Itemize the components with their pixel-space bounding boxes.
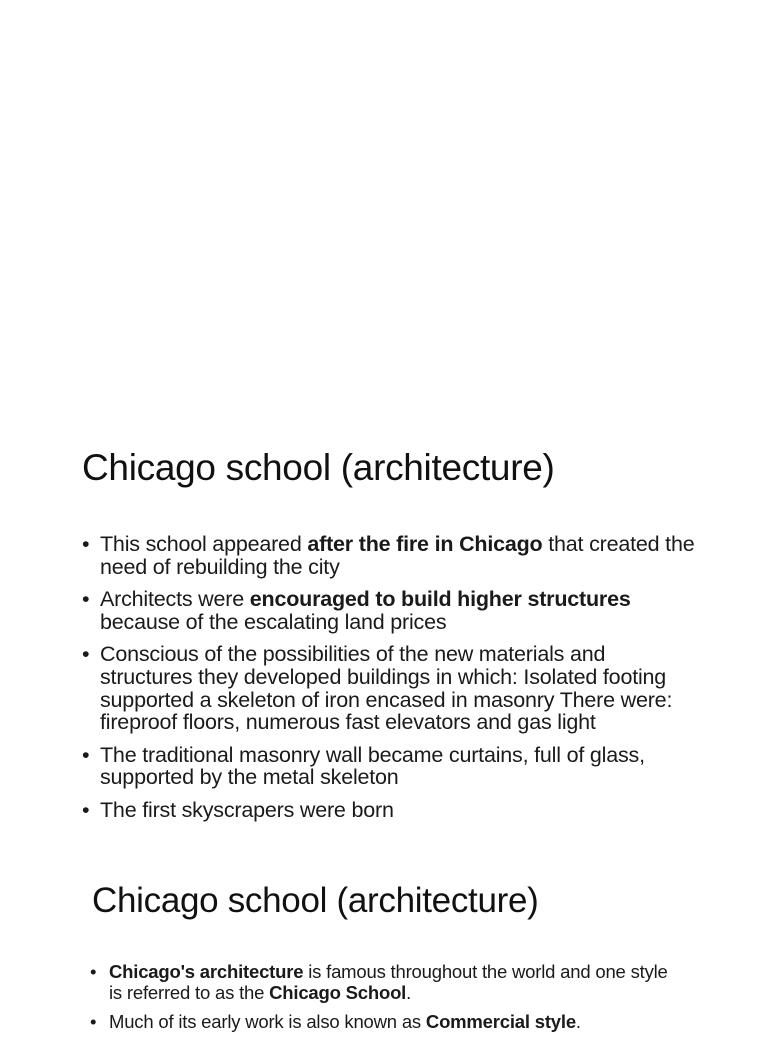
bullet-list <box>90 961 680 1040</box>
bullet-text: because of the escalating land prices <box>100 609 447 634</box>
bullet-dot-icon: • <box>82 797 90 822</box>
bullet-dot-icon: • <box>82 642 90 667</box>
bullet-dot-icon: • <box>82 587 90 612</box>
bullet-dot-icon: • <box>90 961 97 982</box>
bullet-text: that created the need of rebuilding the city <box>100 532 695 579</box>
bullet-text: The first skyscrapers were born <box>100 797 394 822</box>
bullet-item <box>82 799 702 822</box>
bullet-text: . <box>575 1011 581 1032</box>
bullet-item <box>82 533 702 578</box>
bullet-text: Much of its early work is also known as <box>109 1011 426 1032</box>
bullet-dot-icon: • <box>82 742 90 767</box>
slide-title: Chicago school (architecture) <box>92 881 539 920</box>
bullet-dot-icon: • <box>82 532 90 556</box>
bullet-text: This school appeared <box>100 532 308 556</box>
bullet-text: Conscious of the possibilities of the new materials and structures they developed buildings in which: Isolated footing supported a skeleton of iron encased in masonry There were: fireproof floors, numerous fast elevators and gas light <box>100 642 673 735</box>
bullet-list <box>82 533 702 832</box>
bullet-text: is famous throughout the world and one style is referred to as the <box>109 961 668 1003</box>
bullet-item <box>90 1011 680 1032</box>
bullet-text: The traditional masonry wall became curtains, full of glass, supported by the metal skeleton <box>100 742 645 790</box>
bullet-item <box>82 643 702 733</box>
bullet-emphasis: encouraged to build higher structures <box>249 587 631 612</box>
bullet-emphasis: after the fire in Chicago <box>307 532 543 556</box>
bullet-emphasis: Chicago's architecture <box>109 961 304 982</box>
bullet-text: Architects were <box>100 587 250 612</box>
bullet-emphasis: Chicago School <box>269 982 407 1003</box>
bullet-item <box>90 961 680 1003</box>
bullet-text: . <box>406 982 412 1003</box>
bullet-emphasis: Commercial style <box>425 1011 576 1032</box>
bullet-item <box>82 588 702 633</box>
slide-title: Chicago school (architecture) <box>82 447 555 488</box>
bullet-item <box>82 744 702 789</box>
bullet-dot-icon: • <box>90 1011 97 1032</box>
